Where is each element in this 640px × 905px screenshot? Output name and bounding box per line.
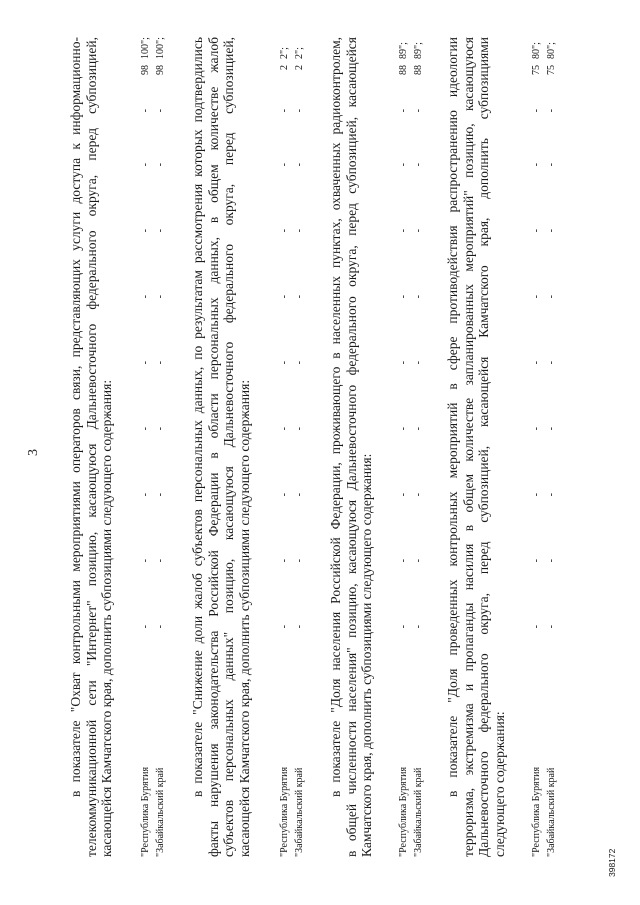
text-line: факты нарушения законодательства Российской Федерации в области персональных данных, в общем количестве жалоб (205, 37, 221, 857)
table-cell: - (155, 427, 166, 431)
table-cell: - (140, 559, 151, 563)
section-1-text (68, 37, 115, 857)
table-cell: - (546, 229, 557, 233)
table-cell: - (155, 295, 166, 299)
table-cell: 80"; (546, 42, 557, 59)
table-cell: - (413, 163, 424, 167)
table-row (294, 37, 308, 857)
table-cell: - (279, 493, 290, 497)
table-cell: - (140, 361, 151, 365)
table-cell: - (279, 361, 290, 365)
table-cell: - (294, 559, 305, 563)
page-number: 3 (26, 449, 41, 456)
text-line: в показателе "Снижение доли жалоб субъектов персональных данных, по результатам рассмотрения которых подтвердились (190, 37, 205, 797)
table-cell: - (140, 493, 151, 497)
section-4-text (445, 37, 507, 857)
table-cell: - (279, 625, 290, 629)
table-cell: - (398, 361, 409, 365)
table-cell: - (294, 427, 305, 431)
table-cell: - (279, 109, 290, 113)
table-cell: 2 (294, 65, 305, 70)
table-cell: - (155, 559, 166, 563)
table-cell: - (279, 295, 290, 299)
row-label: "Республика Бурятия (398, 766, 409, 857)
table-cell: - (546, 427, 557, 431)
table-cell: 88 (413, 65, 424, 75)
table-cell: - (155, 229, 166, 233)
table-row (140, 37, 154, 857)
table-cell: - (413, 109, 424, 113)
table-cell: - (398, 625, 409, 629)
table-cell: - (546, 559, 557, 563)
table-row (398, 37, 412, 857)
table-cell: - (413, 427, 424, 431)
table-cell: 100"; (140, 37, 151, 59)
table-cell: - (413, 229, 424, 233)
table-cell: - (531, 427, 542, 431)
table-cell: - (398, 229, 409, 233)
table-cell: - (140, 625, 151, 629)
row-label: "Забайкальский край (155, 767, 166, 857)
table-cell: - (546, 361, 557, 365)
table-cell: 2"; (279, 47, 290, 59)
table-cell: 89"; (398, 42, 409, 59)
text-line: в показателе "Доля населения Российской Федерации, проживающего в населенных пунктах, охваченных радиоконтролем, (328, 37, 343, 797)
table-cell: - (155, 493, 166, 497)
table-cell: - (531, 229, 542, 233)
table-cell: - (279, 427, 290, 431)
table-cell: - (546, 625, 557, 629)
row-label: "Забайкальский край (413, 767, 424, 857)
table-cell: - (531, 361, 542, 365)
text-line: Камчатского края, дополнить субпозициями следующего содержания: (359, 453, 374, 857)
table-cell: - (140, 427, 151, 431)
table-cell: 98 (140, 65, 151, 75)
table-cell: - (398, 427, 409, 431)
table-cell: 100"; (155, 37, 166, 59)
table-row (155, 37, 169, 857)
table-cell: 75 (546, 65, 557, 75)
table-cell: - (155, 625, 166, 629)
text-line: телекоммуникационной сети "Интернет" позицию, касающуюся Дальневосточного федерального округа, перед субпозицией, (83, 37, 99, 857)
table-cell: - (531, 625, 542, 629)
text-line: терроризма, экстремизма и пропаганды насилия в общем количестве запланированных мероприятий" позицию, касающуюся (460, 37, 476, 857)
row-label: "Забайкальский край (294, 767, 305, 857)
row-label: "Республика Бурятия (531, 766, 542, 857)
table-row (279, 37, 293, 857)
section-2-text (190, 37, 252, 857)
table-cell: - (398, 163, 409, 167)
table-cell: - (155, 109, 166, 113)
table-cell: - (279, 559, 290, 563)
table-cell: - (279, 229, 290, 233)
table-cell: - (140, 163, 151, 167)
table-cell: - (140, 229, 151, 233)
table-cell: 89"; (413, 42, 424, 59)
table-cell: - (413, 295, 424, 299)
document-code: 398172 (607, 848, 617, 877)
text-line: в показателе "Охват контрольными мероприятиями операторов связи, представляющих услуги доступа к информационно- (68, 37, 83, 797)
text-line: касающейся Камчатского края, дополнить субпозициями следующего содержания: (236, 379, 252, 857)
table-cell: - (294, 163, 305, 167)
table-cell: - (546, 493, 557, 497)
table-cell: - (140, 109, 151, 113)
table-cell: - (294, 295, 305, 299)
table-cell: - (294, 625, 305, 629)
table-cell: - (546, 109, 557, 113)
row-label: "Забайкальский край (546, 767, 557, 857)
table-cell: - (398, 295, 409, 299)
text-line: в общей численности населения" позицию, касающуюся Дальневосточного федерального округа, перед субпозицией, касающейся (343, 37, 359, 857)
text-line: касающейся Камчатского края, дополнить субпозициями следующего содержания: (99, 379, 114, 857)
row-label: "Республика Бурятия (140, 766, 151, 857)
text-line: следующего содержания: (491, 711, 507, 857)
table-cell: - (294, 229, 305, 233)
text-line: в показателе "Доля проведенных контрольных мероприятий в сфере противодействия распространению идеологии (445, 37, 460, 797)
table-cell: - (398, 109, 409, 113)
table-cell: - (294, 109, 305, 113)
table-cell: - (294, 493, 305, 497)
table-cell: 88 (398, 65, 409, 75)
table-cell: - (531, 559, 542, 563)
table-cell: - (531, 109, 542, 113)
text-line: субъектов персональных данных" позицию, касающуюся Дальневосточного федерального округа, перед субпозицией, (221, 37, 236, 857)
table-cell: - (155, 163, 166, 167)
table-cell: 80"; (531, 42, 542, 59)
table-cell: - (546, 295, 557, 299)
table-row (531, 37, 545, 857)
row-label: "Республика Бурятия (279, 766, 290, 857)
section-3-text (328, 37, 375, 857)
table-cell: - (531, 493, 542, 497)
table-cell: - (279, 163, 290, 167)
table-cell: - (413, 493, 424, 497)
table-cell: - (413, 625, 424, 629)
table-cell: - (155, 361, 166, 365)
table-cell: - (398, 493, 409, 497)
table-cell: 2 (279, 65, 290, 70)
table-cell: - (531, 163, 542, 167)
table-cell: 2"; (294, 47, 305, 59)
table-row (546, 37, 560, 857)
table-cell: - (531, 295, 542, 299)
table-row (413, 37, 427, 857)
table-cell: 75 (531, 65, 542, 75)
table-cell: - (294, 361, 305, 365)
table-cell: - (140, 295, 151, 299)
table-cell: - (398, 559, 409, 563)
table-cell: - (546, 163, 557, 167)
table-cell: - (413, 559, 424, 563)
table-cell: - (413, 361, 424, 365)
table-cell: 98 (155, 65, 166, 75)
text-line: Дальневосточного федерального округа, перед субпозицией, касающейся Камчатского края, дополнить субпозициями (476, 37, 491, 857)
